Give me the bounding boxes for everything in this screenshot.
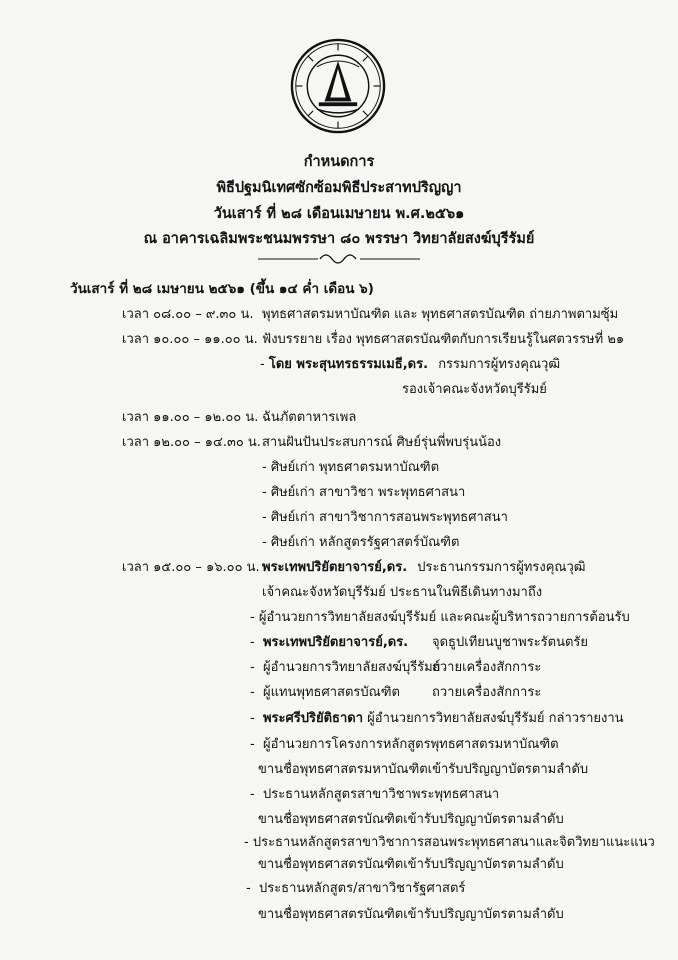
- speaker-role: กรรมการผู้ทรงคุณวุฒิ: [438, 357, 561, 372]
- step-actor: ประธานหลักสูตรสาขาวิชาพระพุทธศาสนา: [262, 787, 500, 802]
- ceremony-step: - พระเทพปริยัตยาจารย์,ดร.: [250, 635, 409, 650]
- ceremony-title: พิธีปฐมนิเทศซักซ้อมพิธีประสาทปริญญา: [216, 180, 462, 196]
- ceremony-step: - ผู้แทนพุทธศาสตรบัณฑิต: [250, 685, 400, 700]
- event-venue: ณ อาคารเฉลิมพระชนมพรรษา ๘๐ พรรษา วิทยาลัยสงฆ์บุรีรัมย์: [143, 231, 535, 247]
- ceremony-step: - ประธานหลักสูตรสาขาวิชาการสอนพระพุทธศาสนาและจิตวิทยาแนะแนว: [244, 835, 655, 850]
- activity-4: สานฝันปันประสบการณ์ ศิษย์รุ่นพี่พบรุ่นน้อง: [262, 435, 502, 450]
- speaker-line: [260, 353, 560, 374]
- schedule-date-heading: วันเสาร์ ที่ ๒๘ เมษายน ๒๕๖๑ (ขึ้น ๑๔ ค่ำ เดือน ๖): [70, 281, 374, 297]
- ceremony-step: - ผู้อำนวยการวิทยาลัยสงฆ์บุรีรัมย์: [250, 660, 441, 675]
- ceremony-step: - ผู้อำนวยการโครงการหลักสูตรพุทธศาสตรมหาบัณฑิต: [250, 737, 559, 752]
- time-slot-2: เวลา ๑๐.๐๐ – ๑๑.๐๐ น.: [122, 332, 258, 347]
- time-slot-4: เวลา ๑๒.๐๐ – ๑๔.๓๐ น.: [122, 435, 261, 450]
- presider-name: พระเทพปริยัตยาจารย์,ดร.: [262, 560, 408, 575]
- step-actor: ประธานหลักสูตรสาขาวิชาการสอนพระพุทธศาสนาและจิตวิทยาแนะแนว: [252, 835, 655, 850]
- step-actor: ผู้อำนวยการโครงการหลักสูตรพุทธศาสตรมหาบัณฑิต: [262, 737, 559, 752]
- speaker-name: โดย พระสุนทรธรรมเมธี,ดร.: [268, 357, 429, 372]
- speaker-role-2: รองเจ้าคณะจังหวัดบุรีรัมย์: [402, 382, 547, 397]
- time-slot-5: เวลา ๑๕.๐๐ – ๑๖.๐๐ น.: [122, 560, 260, 575]
- university-seal-logo: [290, 38, 386, 134]
- step-action: ถวายเครื่องสักการะ: [432, 660, 542, 675]
- time-slot-1: เวลา ๐๘.๐๐ – ๙.๓๐ น.: [122, 307, 254, 322]
- time-slot-3: เวลา ๑๑.๐๐ – ๑๒.๐๐ น.: [122, 410, 259, 425]
- ceremony-step: - ประธานหลักสูตรสาขาวิชาพระพุทธศาสนา: [250, 787, 500, 802]
- presider-role: ประธานกรรมการผู้ทรงคุณวุฒิ: [417, 560, 586, 575]
- step-action: ขานชื่อพุทธศาสตรบัณฑิตเข้ารับปริญญาบัตรตามลำดับ: [258, 907, 564, 922]
- step-actor: ประธานหลักสูตร/สาขาวิชารัฐศาสตร์: [258, 881, 466, 896]
- alumni-item: - ศิษย์เก่า หลักสูตรรัฐศาสตร์บัณฑิต: [262, 535, 460, 550]
- step-action: ขานชื่อพุทธศาสตรบัณฑิตเข้ารับปริญญาบัตรตามลำดับ: [258, 857, 564, 872]
- step-actor: ผู้อำนวยการวิทยาลัยสงฆ์บุรีรัมย์: [262, 660, 441, 675]
- step-action: ถวายเครื่องสักการะ: [432, 685, 542, 700]
- step-action: ขานชื่อพุทธศาสตรบัณฑิตเข้ารับปริญญาบัตรตามลำดับ: [258, 812, 564, 827]
- speaker-bullet: -: [260, 357, 265, 372]
- presider-line: [262, 556, 586, 577]
- step-action: ขานชื่อพุทธศาสตรมหาบัณฑิตเข้ารับปริญญาบัตรตามลำดับ: [258, 762, 589, 777]
- divider-ornament: [258, 248, 420, 266]
- ceremony-step: - ผู้อำนวยการวิทยาลัยสงฆ์บุรีรัมย์ และคณะผู้บริหารถวายการต้อนรับ: [250, 610, 630, 625]
- step-actor: ผู้แทนพุทธศาสตรบัณฑิต: [262, 685, 400, 700]
- event-date-heading: วันเสาร์ ที่ ๒๘ เดือนเมษายน พ.ศ.๒๕๖๑: [213, 206, 465, 222]
- step-action: ผู้อำนวยการวิทยาลัยสงฆ์บุรีรัมย์ กล่าวรายงาน: [367, 711, 624, 726]
- agenda-title: กำหนดการ: [303, 154, 375, 170]
- activity-2: ฟังบรรยาย เรื่อง พุทธศาสตรบัณฑิตกับการเรียนรู้ในศตวรรษที่ ๒๑: [262, 332, 625, 347]
- alumni-item: - ศิษย์เก่า พุทธศาตรมหาบัณฑิต: [262, 460, 440, 475]
- alumni-item: - ศิษย์เก่า สาขาวิชาการสอนพระพุทธศาสนา: [262, 510, 508, 525]
- activity-3: ฉันภัตตาหารเพล: [262, 410, 357, 425]
- alumni-item: - ศิษย์เก่า สาขาวิชา พระพุทธศาสนา: [262, 485, 466, 500]
- presider-role-2: เจ้าคณะจังหวัดบุรีรัมย์ ประธานในพิธีเดินทางมาถึง: [262, 585, 543, 600]
- activity-1: พุทธศาสตรมหาบัณฑิต และ พุทธศาสตรบัณฑิต ถ่ายภาพตามซุ้ม: [262, 307, 619, 322]
- step-actor: พระเทพปริยัตยาจารย์,ดร.: [262, 635, 409, 650]
- ceremony-step: - พระศรีปริยัติธาดา ผู้อำนวยการวิทยาลัยสงฆ์บุรีรัมย์ กล่าวรายงาน: [250, 711, 624, 726]
- step-action: จุดธูปเทียนบูชาพระรัตนตรัย: [432, 635, 589, 650]
- step-actor: พระศรีปริยัติธาดา: [262, 711, 364, 726]
- ceremony-step: - ประธานหลักสูตร/สาขาวิชารัฐศาสตร์: [246, 881, 466, 896]
